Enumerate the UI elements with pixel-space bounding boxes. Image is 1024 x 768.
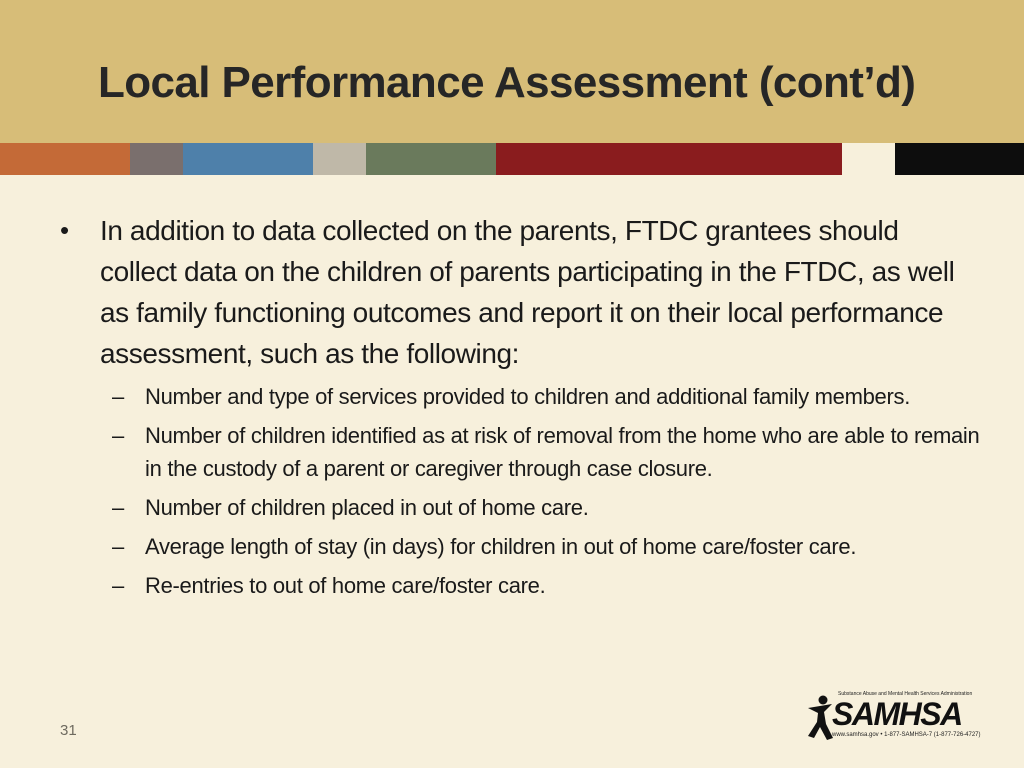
dash-icon: –: [112, 534, 125, 559]
main-bullet-text: In addition to data collected on the parents, FTDC grantees should collect data on the children of parents participating in the FTDC, as well as family functioning outcomes and report it on their local performance assessment, such as the following:: [100, 215, 955, 369]
sub-bullet: [60, 419, 980, 485]
sub-bullet-text: Average length of stay (in days) for children in out of home care/foster care.: [145, 534, 857, 559]
title-banner: [0, 0, 1024, 143]
sub-bullet: [60, 491, 980, 524]
stripe-segment-green: [366, 143, 496, 175]
logo-wordmark: SAMHSA: [832, 696, 962, 732]
sub-bullet-list: [60, 380, 980, 602]
logo-footer: www.samhsa.gov • 1-877-SAMHSA-7 (1-877-726-4727): [832, 732, 981, 738]
samhsa-logo: [806, 690, 981, 744]
stripe-segment-gray: [313, 143, 366, 175]
stripe-segment-blue: [183, 143, 313, 175]
sub-bullet-text: Number and type of services provided to children and additional family members.: [145, 384, 911, 409]
sub-bullet: [60, 569, 980, 602]
main-bullet: [60, 210, 980, 374]
dash-icon: –: [112, 384, 125, 409]
sub-bullet-text: Number of children placed in out of home care.: [145, 495, 589, 520]
page-number: 31: [60, 722, 77, 739]
sub-bullet-text: Number of children identified as at risk of removal from the home who are able to remain in the custody of a parent or caregiver through case closure.: [145, 423, 980, 481]
stripe-segment-orange: [0, 143, 130, 175]
dash-icon: –: [112, 573, 125, 598]
running-figure-icon: [806, 694, 834, 742]
slide-body: [60, 210, 980, 608]
sub-bullet: [60, 530, 980, 563]
sub-bullet-text: Re-entries to out of home care/foster care.: [145, 573, 546, 598]
slide-title: Local Performance Assessment (cont’d): [98, 58, 916, 107]
stripe-segment-black: [895, 143, 1024, 175]
logo-tagline: Substance Abuse and Mental Health Services Administration: [838, 691, 973, 697]
bullet-icon: •: [60, 215, 70, 245]
stripe-segment-cream: [842, 143, 895, 175]
dash-icon: –: [112, 423, 125, 448]
stripe-segment-mauve: [130, 143, 183, 175]
stripe-segment-red: [496, 143, 842, 175]
sub-bullet: [60, 380, 980, 413]
dash-icon: –: [112, 495, 125, 520]
